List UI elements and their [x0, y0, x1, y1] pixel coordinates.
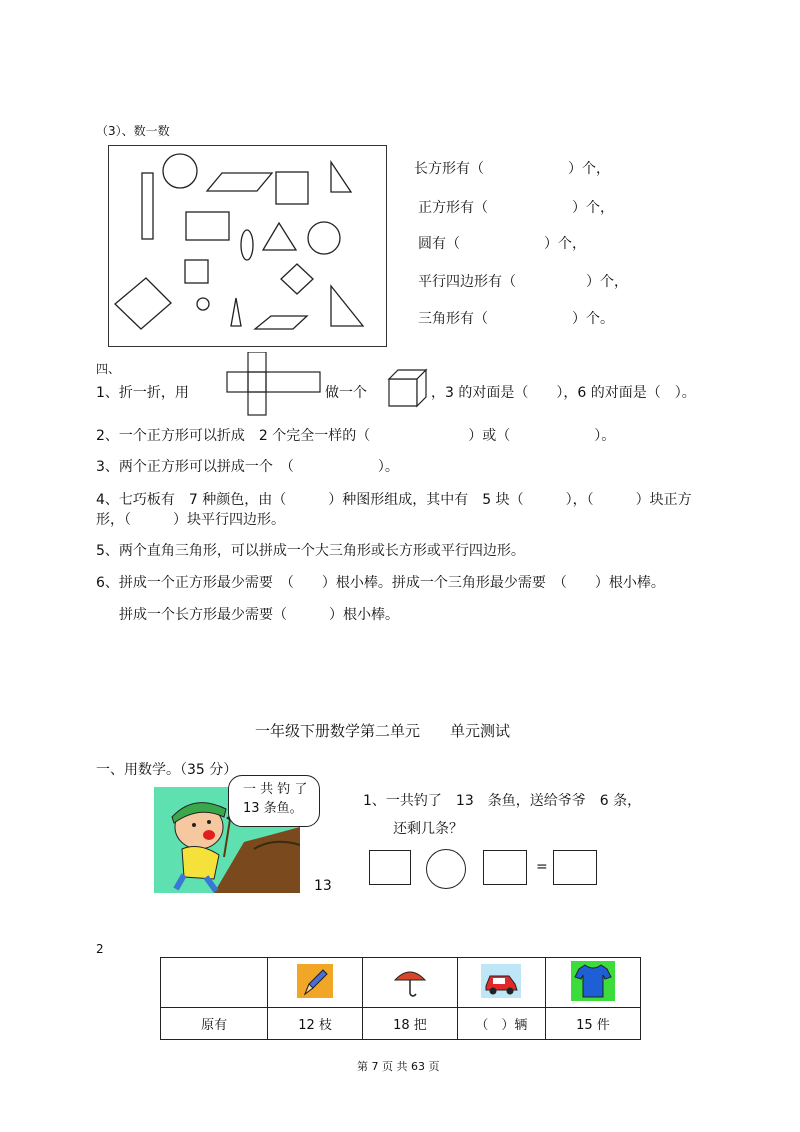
unit-test-title: 一年级下册数学第二单元 单元测试 — [255, 722, 511, 740]
rectangle-shape — [186, 212, 229, 240]
answer-box-3[interactable] — [553, 850, 597, 885]
question-4-line1: 4、七巧板有 7 种颜色，由（ ）种图形组成，其中有 5 块（ ），（ ）块正方 — [96, 492, 692, 508]
q1-suffix: ，3 的对面是（ ），6 的对面是（ ）。 — [431, 385, 696, 401]
test-q1-line1: 1、一共钓了 13 条鱼，送给爷爷 6 条， — [363, 793, 642, 809]
table-cell-umbrellas: 18 把 — [363, 1008, 458, 1040]
bubble-line1: 一 共 钓 了 — [243, 782, 308, 797]
shirt-icon — [571, 961, 615, 1001]
section4-heading: 四、 — [96, 362, 121, 376]
count-circles: 圆有（ ）个， — [418, 236, 586, 252]
circle-shape — [163, 154, 197, 188]
answer-box-2[interactable] — [483, 850, 527, 885]
table-cell — [545, 958, 640, 1008]
question-5: 5、两个直角三角形，可以拼成一个大三角形或长方形或平行四边形。 — [96, 543, 525, 559]
table-cell — [363, 958, 458, 1008]
count-squares: 正方形有（ ）个， — [418, 200, 614, 216]
table-cell-shirts: 15 件 — [545, 1008, 640, 1040]
square-shape — [276, 172, 308, 204]
circle-shape — [308, 222, 340, 254]
question-6-line1: 6、拼成一个正方形最少需要 （ ）根小棒。拼成一个三角形最少需要 （ ）根小棒。 — [96, 575, 665, 591]
table-cell-cars: （ ）辆 — [457, 1008, 545, 1040]
table-row — [161, 1008, 641, 1040]
question-3: 3、两个正方形可以拼成一个 （ ）。 — [96, 459, 399, 475]
q1-middle: 做一个 — [325, 385, 367, 401]
question-2: 2、一个正方形可以折成 2 个完全一样的（ ）或（ ）。 — [96, 428, 616, 444]
items-table — [160, 957, 641, 1040]
count-triangles: 三角形有（ ）个。 — [418, 311, 614, 327]
answer-box-1[interactable] — [369, 850, 411, 885]
cube-net-icon — [226, 352, 321, 416]
umbrella-icon — [391, 964, 429, 998]
tilted-rectangle-shape — [115, 278, 171, 329]
operator-circle[interactable] — [426, 849, 466, 889]
right-triangle-shape — [331, 286, 363, 326]
speech-bubble — [228, 775, 320, 827]
table-row-label: 原有 — [161, 1008, 268, 1040]
part1-heading: 一、用数学。（35 分） — [96, 762, 238, 778]
small-square-shape — [185, 260, 208, 283]
count-rectangles: 长方形有（ ）个， — [414, 161, 610, 177]
small-circle-shape — [197, 298, 209, 310]
oval-shape — [241, 230, 253, 260]
count-parallelograms: 平行四边形有（ ）个， — [418, 274, 628, 290]
parallelogram-shape — [207, 173, 272, 191]
diamond-square-shape — [281, 264, 313, 294]
tall-rectangle-shape — [142, 173, 153, 239]
parallelogram-shape — [255, 316, 307, 329]
equals-sign: = — [536, 859, 548, 875]
fish-count-label: 13 — [314, 878, 332, 894]
shapes-figure — [108, 145, 387, 347]
test-q1-line2: 还剩几条？ — [393, 821, 463, 837]
q1-prefix: 1、折一折，用 — [96, 385, 189, 401]
cube-icon — [387, 368, 429, 408]
question-4-line2: 形，（ ）块平行四边形。 — [96, 512, 285, 528]
question-6-line2: 拼成一个长方形最少需要（ ）根小棒。 — [119, 607, 399, 623]
section3-heading: （3）、数一数 — [96, 124, 170, 138]
car-icon — [481, 964, 521, 998]
table-cell — [268, 958, 363, 1008]
test-q2-label: 2 — [96, 942, 104, 956]
triangle-shape — [263, 223, 296, 250]
pencil-icon — [297, 964, 333, 998]
page-number: 第 7 页 共 63 页 — [357, 1060, 440, 1073]
table-header-empty — [161, 958, 268, 1008]
table-row — [161, 958, 641, 1008]
table-cell-pencils: 12 枝 — [268, 1008, 363, 1040]
bubble-line2: 13 条鱼。 — [243, 801, 303, 816]
triangle-shape — [331, 162, 351, 192]
table-cell — [457, 958, 545, 1008]
thin-triangle-shape — [231, 298, 241, 326]
